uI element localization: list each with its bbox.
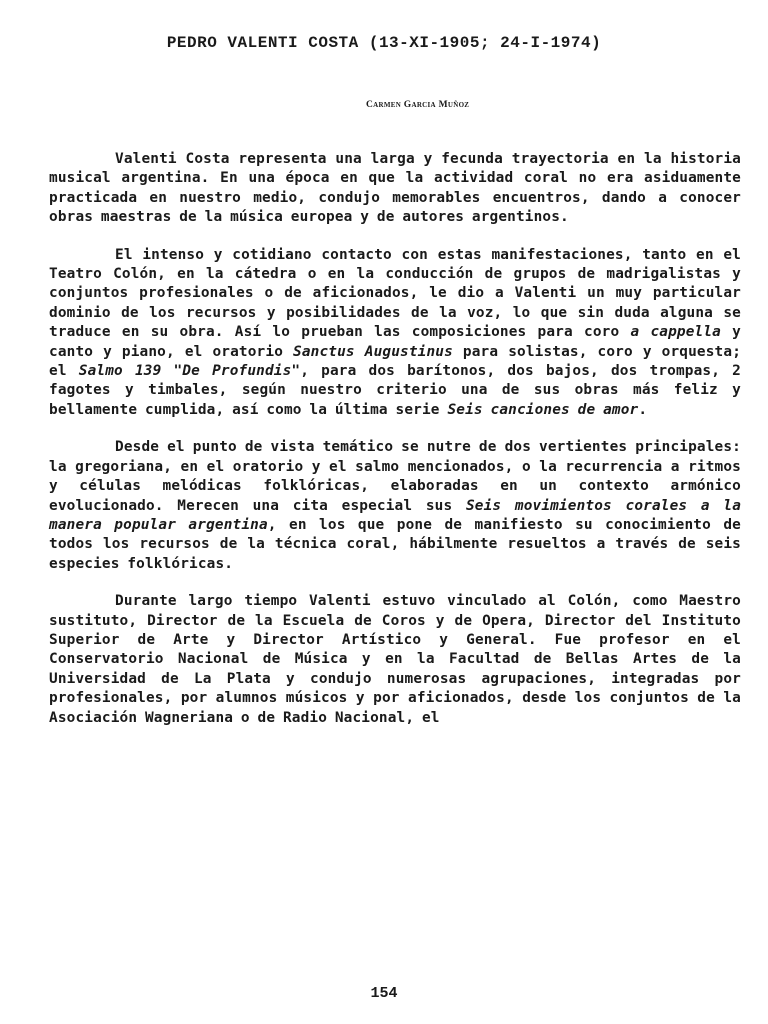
italic-work-title: Seis movimientos corales a la manera popular argentina: [49, 497, 742, 533]
article-title: PEDRO VALENTI COSTA (13-XI-1905; 24-I-1974): [166, 34, 602, 52]
paragraph-2-text: para solistas, coro y orquesta; el: [49, 343, 742, 380]
italic-work-title: Seis canciones de amor: [447, 401, 639, 418]
paragraph-3-text: , en los que pone de manifiesto su conocimiento de todos los recursos de la técnica coral, hábilmente resueltos a través de seis especies folklóricas.: [49, 516, 741, 572]
paragraph-3-text: Desde el punto de vista temático se nutre de dos vertientes principales: la gregoriana, en el oratorio y el salmo mencionados, o la recurrencia a ritmos y células melódicas folklóricas, elaboradas en un contexto armónico evolucionado. Merecen una cita especial sus: [49, 439, 741, 514]
page-number: 154: [370, 985, 398, 1002]
paragraph-2-text: y canto y piano, el oratorio: [49, 324, 741, 360]
paragraph-3: [49, 438, 741, 574]
paragraph-4: Durante largo tiempo Valenti estuvo vinculado al Colón, como Maestro sustituto, Director de la Escuela de Coros y de Opera, Director del Instituto Superior de Arte y Director Artístico y General. Fue profesor en el Conservatorio Nacional de Música y en la Facultad de Bellas Artes de la Universidad de La Plata y condujo numerosas agrupaciones, integradas por profesionales, por alumnos músicos y por aficionados, desde los conjuntos de la Asociación Wagneriana o de Radio Nacional, el: [49, 593, 741, 726]
paragraph-2-text: , para dos barítonos, dos bajos, dos trompas, 2 fagotes y timbales, según nuestro criterio una de sus obras más feliz y bellamente cumplida, así como la última serie: [49, 363, 741, 418]
paragraph-2-text: .: [638, 401, 648, 418]
author-name: Carmen Garcia Muñoz: [366, 100, 470, 110]
italic-term: a cappella: [630, 324, 721, 341]
italic-work-title: Sanctus Augustinus: [293, 343, 453, 360]
article-body: [49, 150, 741, 746]
paragraph-2: [49, 246, 741, 421]
paragraph-2-text: El intenso y cotidiano contacto con estas manifestaciones, tanto en el Teatro Colón, en la cátedra o en la conducción de grupos de madrigalistas y conjuntos profesionales o de aficionados, le dio a Valenti un muy particular dominio de los recursos y posibilidades de la voz, lo que sin duda alguna se traduce en su obra. Así lo prueban las composiciones para coro: [49, 246, 741, 341]
paragraph-1: Valenti Costa representa una larga y fecunda trayectoria en la historia musical argentina. En una época en que la actividad coral no era asiduamente practicada en nuestro medio, condujo memorables encuentros, dando a conocer obras maestras de la música europea y de autores argentinos.: [49, 151, 741, 226]
italic-work-title: Salmo 139 "De Profundis": [78, 363, 301, 380]
